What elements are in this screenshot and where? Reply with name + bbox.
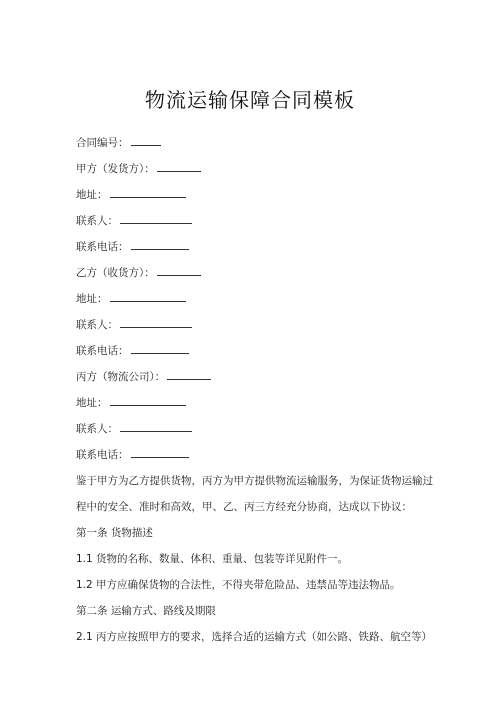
party-b-contact-label: 联系人：: [76, 319, 118, 331]
party-a-contact-line: [76, 208, 446, 234]
party-b-label: 乙方（收货方）：: [76, 267, 155, 279]
party-b-contact-blank: [120, 317, 192, 328]
party-a-address-blank: [110, 187, 186, 198]
party-a-label: 甲方（发货方）：: [76, 163, 155, 175]
article-1-title: 第一条 货物描述: [76, 527, 153, 539]
party-b-phone-blank: [131, 343, 189, 354]
party-b-blank: [157, 265, 201, 276]
document-body: [76, 130, 446, 650]
contract-number-label: 合同编号：: [76, 137, 129, 149]
party-a-phone-line: [76, 234, 446, 260]
preamble-line-1: 鉴于甲方为乙方提供货物，丙方为甲方提供物流运输服务，为保证货物运输过: [76, 475, 433, 487]
party-c-contact-label: 联系人：: [76, 423, 118, 435]
party-b-line: [76, 260, 446, 286]
party-a-address-line: [76, 182, 446, 208]
document-title: 物流运输保障合同模板: [145, 88, 355, 112]
clause-2-1: 2.1 丙方应按照甲方的要求，选择合适的运输方式（如公路、铁路、航空等）: [76, 631, 433, 643]
party-a-line: [76, 156, 446, 182]
party-a-contact-blank: [120, 213, 192, 224]
party-b-phone-label: 联系电话：: [76, 345, 129, 357]
party-c-phone-label: 联系电话：: [76, 449, 129, 461]
party-a-address-label: 地址：: [76, 189, 108, 201]
party-b-contact-line: [76, 312, 446, 338]
party-a-blank: [157, 161, 201, 172]
article-2-title: 第二条 运输方式、路线及期限: [76, 605, 216, 617]
party-c-phone-blank: [131, 447, 189, 458]
party-c-address-blank: [110, 395, 186, 406]
party-b-phone-line: [76, 338, 446, 364]
party-a-phone-blank: [131, 239, 189, 250]
party-c-address-line: [76, 390, 446, 416]
preamble-line-2: 程中的安全、准时和高效，甲、乙、丙三方经充分协商，达成以下协议：: [76, 501, 412, 513]
party-c-contact-blank: [120, 421, 192, 432]
party-c-contact-line: [76, 416, 446, 442]
contract-number-line: [76, 130, 446, 156]
clause-1-1: 1.1 货物的名称、数量、体积、重量、包装等详见附件一。: [76, 553, 349, 565]
party-c-line: [76, 364, 446, 390]
party-b-address-label: 地址：: [76, 293, 108, 305]
party-c-label: 丙方（物流公司）：: [76, 371, 166, 383]
party-c-address-label: 地址：: [76, 397, 108, 409]
contract-number-blank: [131, 135, 161, 146]
party-c-phone-line: [76, 442, 446, 468]
party-b-address-blank: [110, 291, 186, 302]
clause-1-2: 1.2 甲方应确保货物的合法性，不得夹带危险品、违禁品等违法物品。: [76, 579, 401, 591]
party-a-contact-label: 联系人：: [76, 215, 118, 227]
party-a-phone-label: 联系电话：: [76, 241, 129, 253]
party-c-blank: [167, 369, 211, 380]
party-b-address-line: [76, 286, 446, 312]
